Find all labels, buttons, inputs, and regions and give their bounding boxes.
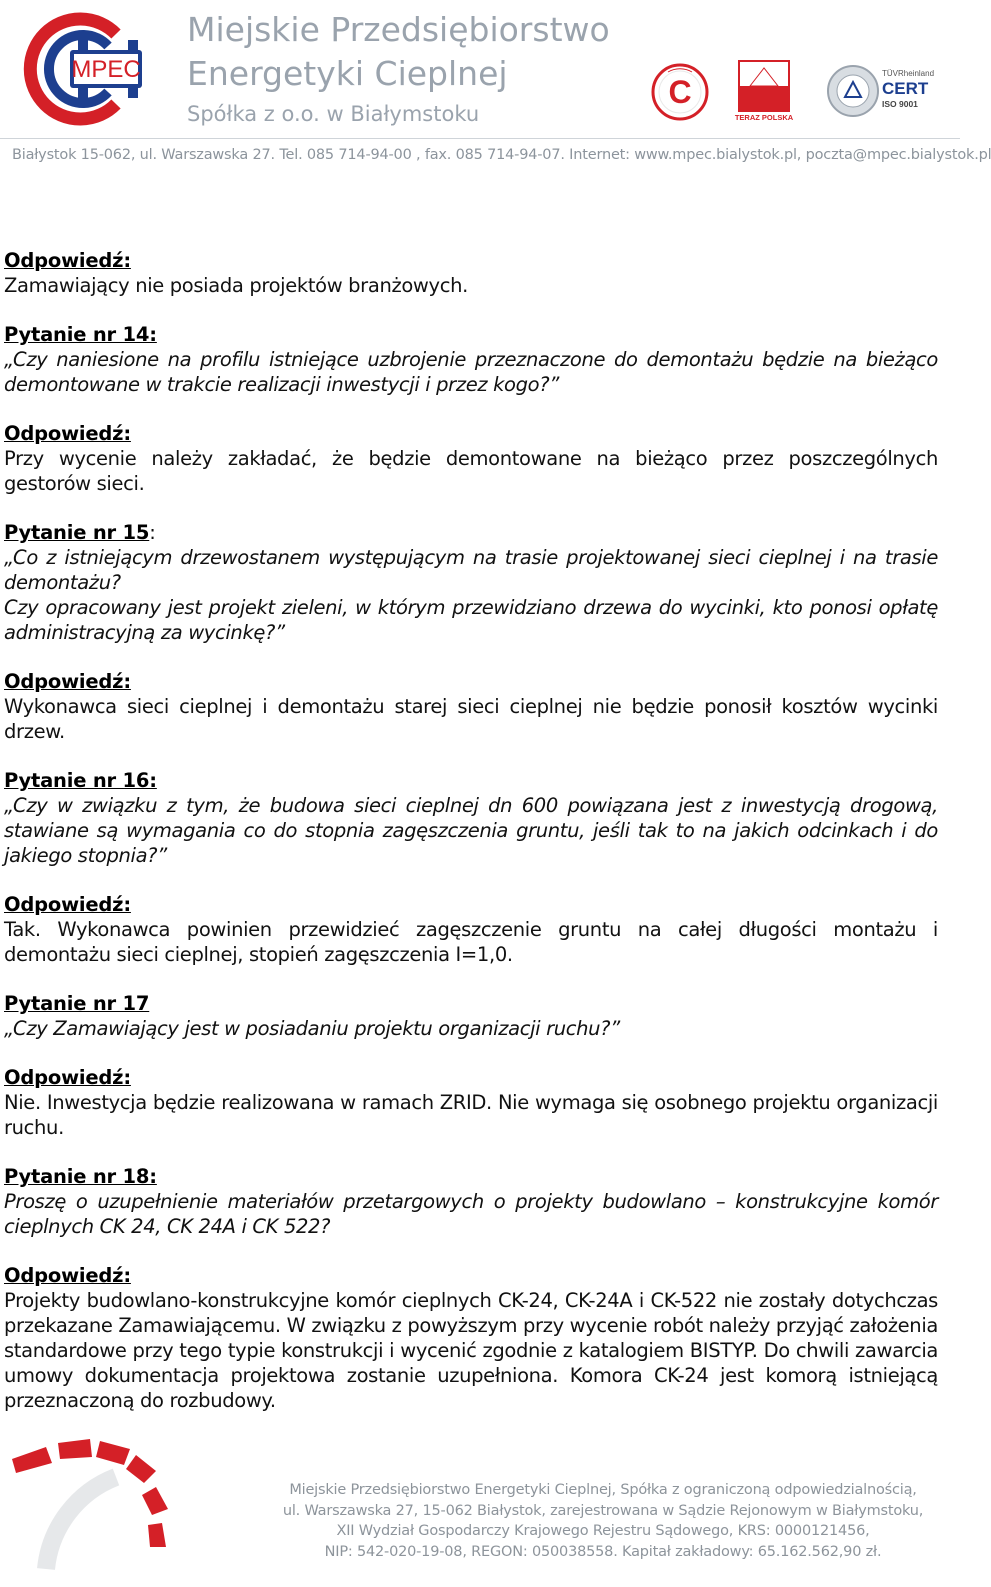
paragraph-spacer — [4, 1239, 938, 1263]
company-name-line2: Energetyki Cieplnej — [187, 54, 508, 93]
teraz-polska-badge — [734, 60, 794, 122]
tuv-brand-text: TÜVRheinland — [882, 69, 935, 78]
paragraph-spacer — [4, 645, 938, 669]
question-number-label: Pytanie nr 17 — [4, 992, 150, 1015]
footer-decorative-logo — [6, 1437, 186, 1569]
answer-heading — [4, 421, 938, 446]
footer-line: Miejskie Przedsiębiorstwo Energetyki Cieplnej, Spółka z ograniczoną odpowiedzialnością, — [289, 1482, 917, 1498]
answer-heading — [4, 1263, 938, 1288]
answer-label: Odpowiedź: — [4, 1264, 131, 1287]
qa-content — [4, 248, 938, 1413]
question-text: „Czy Zamawiający jest w posiadaniu projektu organizacji ruchu?” — [4, 1017, 620, 1040]
question-text: „Czy naniesione na profilu istniejące uzbrojenie przeznaczone do demontażu będzie na bieżąco demontowane w trakcie realizacji inwestycji i przez kogo?” — [4, 348, 938, 396]
answer-heading — [4, 248, 938, 273]
paragraph-spacer — [4, 397, 938, 421]
paragraph-spacer — [4, 298, 938, 322]
answer-label: Odpowiedź: — [4, 422, 131, 445]
answer-label: Odpowiedź: — [4, 1066, 131, 1089]
tuv-cert-badge — [826, 64, 938, 118]
company-name — [187, 8, 610, 130]
paragraph-spacer — [4, 744, 938, 768]
question-number-label: Pytanie nr 14: — [4, 323, 157, 346]
answer-label: Odpowiedź: — [4, 893, 131, 916]
logo-text: MPEC — [71, 56, 141, 83]
answer-heading — [4, 669, 938, 694]
paragraph-spacer — [4, 967, 938, 991]
footer-line: XII Wydział Gospodarczy Krajowego Rejestru Sądowego, KRS: 0000121456, — [336, 1523, 870, 1539]
question-number-label: Pytanie nr 16: — [4, 769, 157, 792]
answer-label: Odpowiedź: — [4, 249, 131, 272]
answer-text: Przy wycenie należy zakładać, że będzie demontowane na bieżąco przez poszczególnych gestorów sieci. — [4, 447, 938, 495]
answer-text: Wykonawca sieci cieplnej i demontażu starej sieci cieplnej nie będzie ponosił kosztów wycinki drzew. — [4, 695, 938, 743]
company-address: Białystok 15-062, ul. Warszawska 27. Tel. 085 714-94-00 , fax. 085 714-94-07. Internet: www.mpec.bialystok.pl, poczta@mpec.bialystok.pl — [12, 147, 991, 163]
question-heading — [4, 1164, 938, 1189]
question-number-label: Pytanie nr 15 — [4, 521, 150, 544]
address-bar — [0, 138, 991, 175]
cieplo-systemowe-badge — [650, 62, 710, 122]
footer-line: NIP: 542-020-19-08, REGON: 050038558. Kapitał zakładowy: 65.162.562,90 zł. — [324, 1543, 882, 1560]
question-text: „Co z istniejącym drzewostanem występującym na trasie projektowanej sieci cieplnej i na trasie demontażu? — [4, 546, 938, 594]
paragraph-spacer — [4, 1041, 938, 1065]
teraz-polska-label: TERAZ POLSKA — [734, 113, 794, 122]
answer-text: Projekty budowlano-konstrukcyjne komór cieplnych CK-24, CK-24A i CK-522 nie zostały dotychczas przekazane Zamawiającemu. W związku z powyższym przy wycenie robót należy przyjąć założenia standardowe przy tego typie konstrukcji i wycenić zgodnie z katalogiem BISTYP. Do chwili zawarcia umowy dokumentacja projektowa zostanie uzupełniona. Komora CK-24 jest komorą istniejącą przeznaczoną do rozbudowy. — [4, 1289, 938, 1412]
answer-label: Odpowiedź: — [4, 670, 131, 693]
mpec-logo — [18, 12, 150, 124]
question-heading — [4, 322, 938, 347]
label-suffix: : — [149, 521, 156, 544]
answer-text: Nie. Inwestycja będzie realizowana w ramach ZRID. Nie wymaga się osobnego projektu organizacji ruchu. — [4, 1091, 938, 1139]
paragraph-spacer — [4, 496, 938, 520]
footer-line: ul. Warszawska 27, 15-062 Białystok, zarejestrowana w Sądzie Rejonowym w Białymstoku, — [282, 1502, 924, 1519]
footer-company-info — [258, 1480, 948, 1562]
company-name-line1: Miejskie Przedsiębiorstwo — [187, 10, 610, 49]
question-text: Proszę o uzupełnienie materiałów przetargowych o projekty budowlano – konstrukcyjne komór cieplnych CK 24, CK 24A i CK 522? — [4, 1190, 938, 1238]
question-heading — [4, 520, 938, 545]
paragraph-spacer — [4, 868, 938, 892]
answer-heading — [4, 1065, 938, 1090]
paragraph-spacer — [4, 1140, 938, 1164]
answer-text: Zamawiający nie posiada projektów branżowych. — [4, 274, 468, 297]
question-text: Czy opracowany jest projekt zieleni, w którym przewidziano drzewa do wycinki, kto ponosi opłatę administracyjną za wycinkę?” — [4, 596, 938, 644]
question-text: „Czy w związku z tym, że budowa sieci cieplnej dn 600 powiązana jest z inwestycją drogową, stawiane są wymagania co do stopnia zagęszczenia gruntu, jeśli tak to na jakich odcinkach i do jakiego stopnia?” — [4, 794, 938, 867]
letterhead — [0, 0, 991, 175]
question-heading — [4, 768, 938, 793]
question-heading — [4, 991, 938, 1016]
svg-text:C: C — [668, 74, 692, 110]
answer-heading — [4, 892, 938, 917]
question-number-label: Pytanie nr 18: — [4, 1165, 157, 1188]
company-name-line3: Spółka z o.o. w Białymstoku — [187, 102, 480, 126]
iso-text: ISO 9001 — [882, 99, 918, 109]
answer-text: Tak. Wykonawca powinien przewidzieć zagęszczenie gruntu na całej długości montażu i demontażu sieci cieplnej, stopień zagęszczenia I=1,0. — [4, 918, 938, 966]
cert-text: CERT — [882, 79, 929, 98]
